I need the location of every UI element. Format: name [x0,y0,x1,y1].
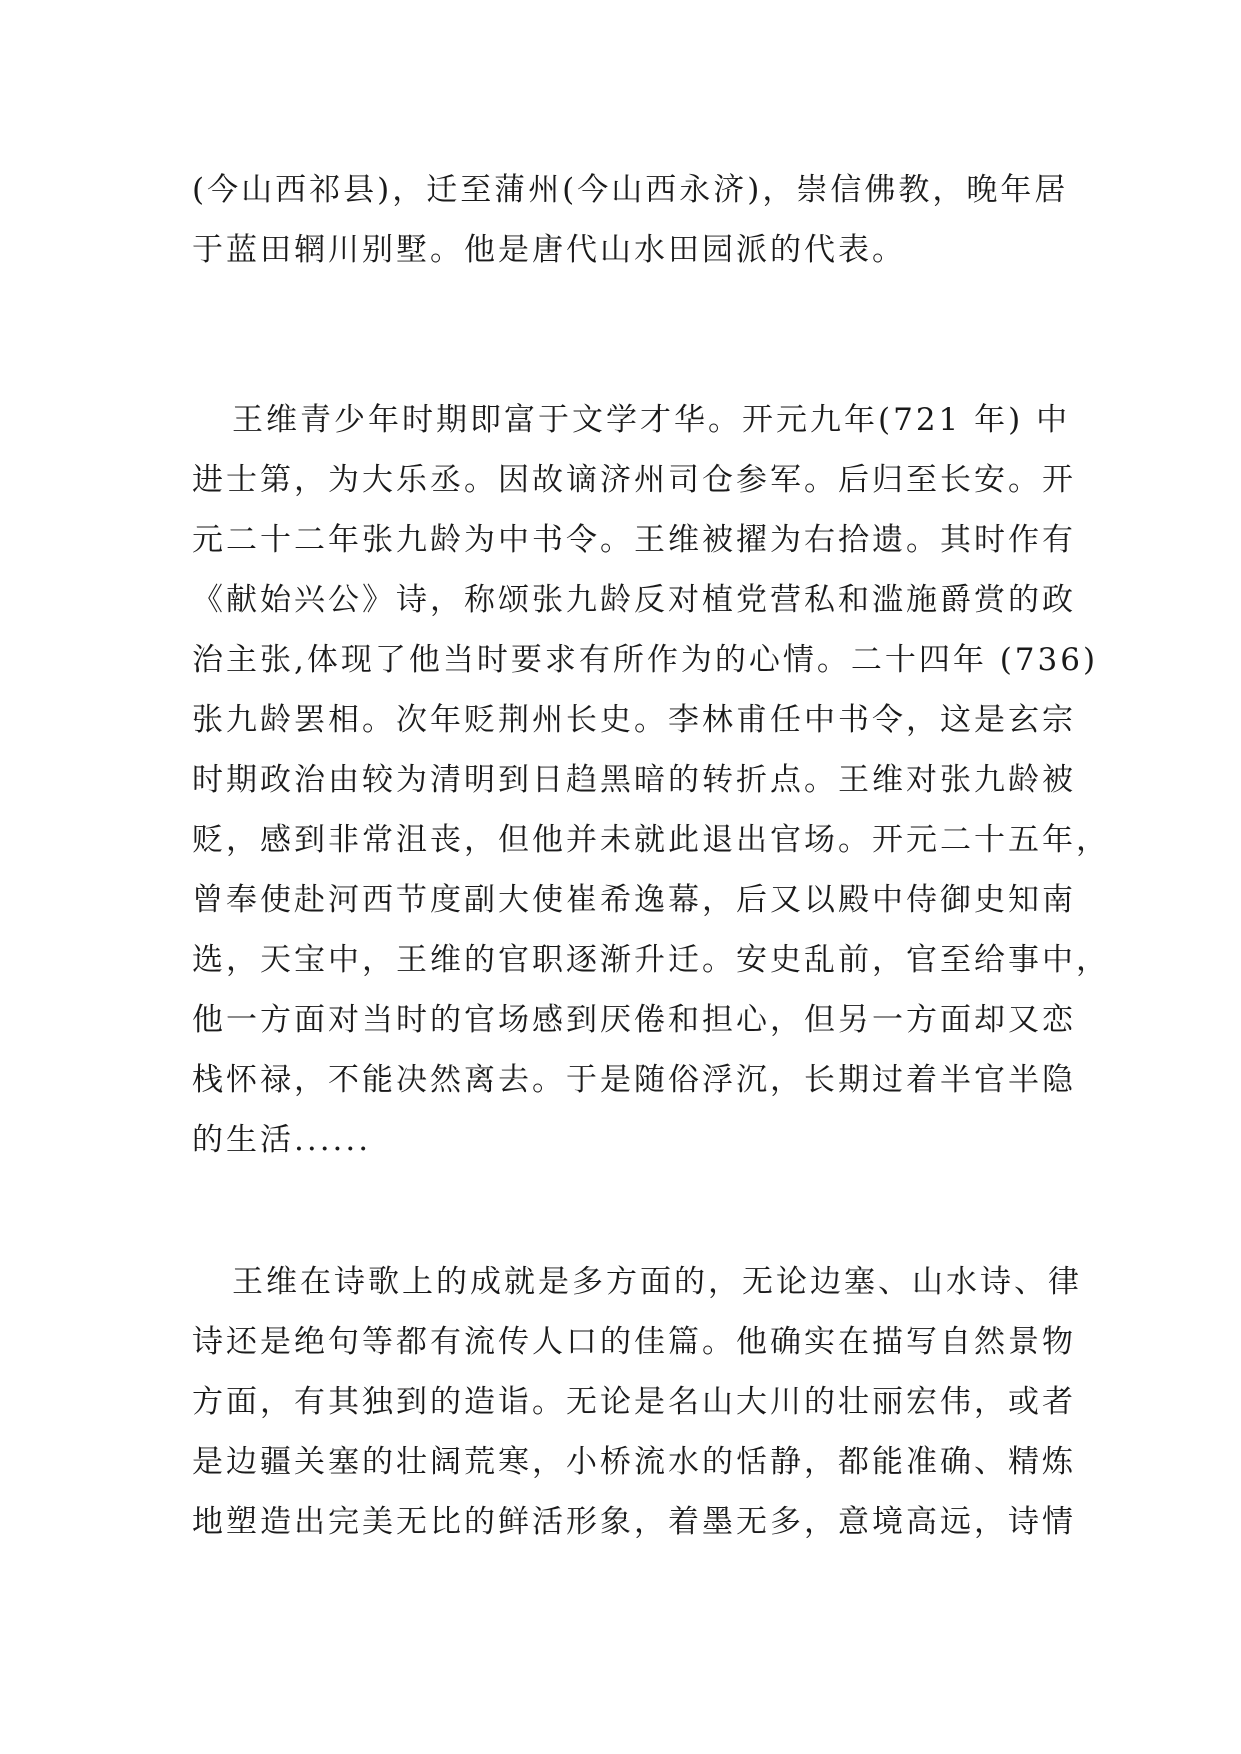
text-line: 他一方面对当时的官场感到厌倦和担心，但另一方面却又恋 [192,1002,1076,1038]
text-line: 栈怀禄，不能决然离去。于是随俗浮沉，长期过着半官半隐 [192,1062,1076,1098]
text-line: 进士第，为大乐丞。因故谪济州司仓参军。后归至长安。开 [192,462,1076,498]
text-line: 的生活...... [192,1122,372,1158]
paragraph-2 [192,390,1110,1170]
text-line: 时期政治由较为清明到日趋黑暗的转折点。王维对张九龄被 [192,762,1076,798]
text-line: 《献始兴公》诗，称颂张九龄反对植党营私和滥施爵赏的政 [192,582,1076,618]
paragraph-3 [192,1252,1082,1552]
text-line: 曾奉使赴河西节度副大使崔希逸幕，后又以殿中侍御史知南 [192,882,1076,918]
text-line: 张九龄罢相。次年贬荆州长史。李林甫任中书令，这是玄宗 [192,702,1076,738]
paragraph-1 [192,160,1069,280]
text-line: 诗还是绝句等都有流传人口的佳篇。他确实在描写自然景物 [192,1324,1076,1360]
text-line: 地塑造出完美无比的鲜活形象，着墨无多，意境高远，诗情 [192,1504,1076,1540]
text-line: 于蓝田辋川别墅。他是唐代山水田园派的代表。 [192,232,906,268]
text-line: 元二十二年张九龄为中书令。王维被擢为右拾遗。其时作有 [192,522,1076,558]
text-line: 选，天宝中，王维的官职逐渐升迁。安史乱前，官至给事中， [192,942,1110,978]
text-line: 王维在诗歌上的成就是多方面的，无论边塞、山水诗、律 [232,1264,1082,1300]
text-line: 是边疆关塞的壮阔荒寒，小桥流水的恬静，都能准确、精炼 [192,1444,1076,1480]
text-line: 方面，有其独到的造诣。无论是名山大川的壮丽宏伟，或者 [192,1384,1076,1420]
text-line: (今山西祁县)，迁至蒲州(今山西永济)，崇信佛教，晚年居 [192,172,1069,208]
text-line: 王维青少年时期即富于文学才华。开元九年(721 年) 中 [232,402,1071,438]
text-line: 治主张,体现了他当时要求有所作为的心情。二十四年 (736) [192,642,1099,678]
text-line: 贬，感到非常沮丧，但他并未就此退出官场。开元二十五年， [192,822,1110,858]
